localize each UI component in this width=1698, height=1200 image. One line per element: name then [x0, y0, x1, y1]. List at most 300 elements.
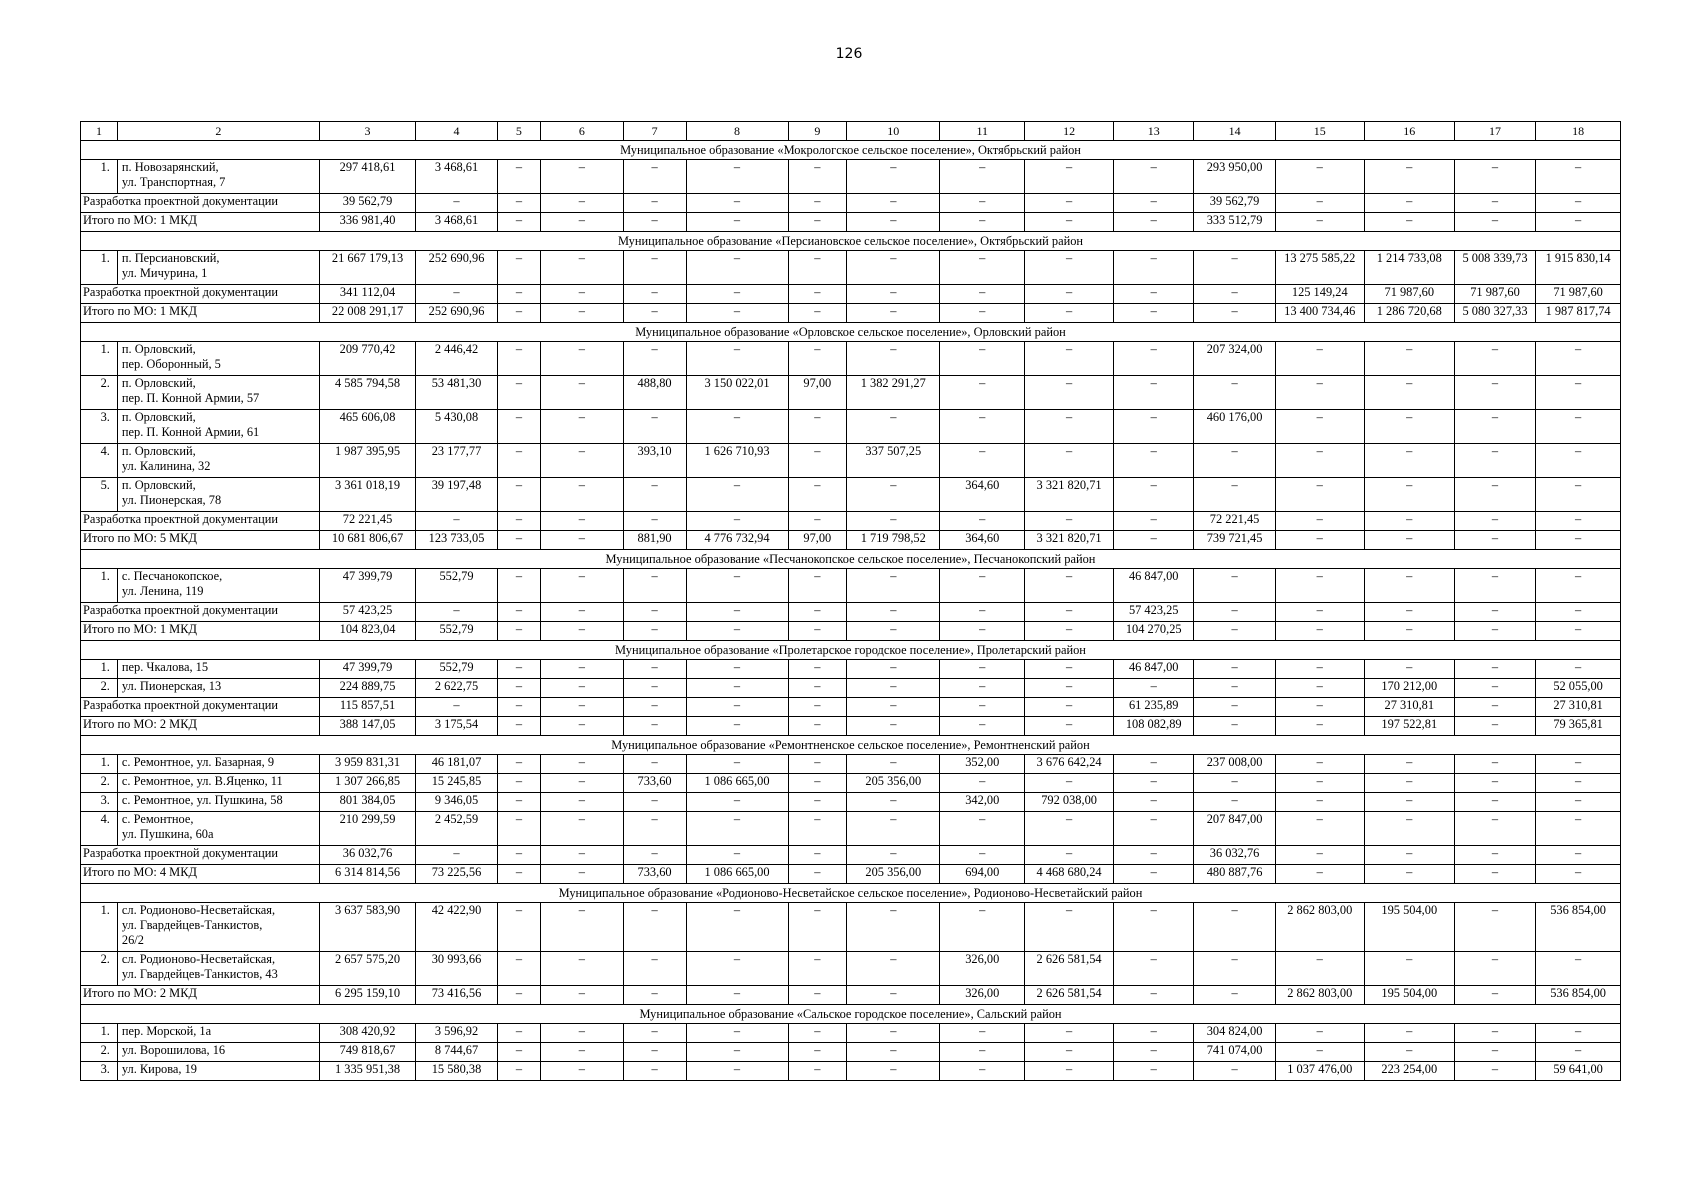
value-col-6: –: [541, 160, 623, 194]
value-col-4: 252 690,96: [416, 304, 497, 323]
value-col-17: –: [1454, 342, 1535, 376]
value-col-10: –: [847, 622, 940, 641]
summary-row: [81, 603, 1621, 622]
value-col-3: 210 299,59: [319, 812, 416, 846]
value-col-10: 1 719 798,52: [847, 531, 940, 550]
value-col-18: –: [1536, 531, 1621, 550]
value-col-6: –: [541, 251, 623, 285]
value-col-8: –: [686, 1043, 788, 1062]
value-col-18: –: [1536, 444, 1621, 478]
section-title: Муниципальное образование «Сальское городское поселение», Сальский район: [81, 1005, 1621, 1024]
value-col-3: 749 818,67: [319, 1043, 416, 1062]
value-col-8: 3 150 022,01: [686, 376, 788, 410]
value-col-10: –: [847, 160, 940, 194]
value-col-5: –: [497, 679, 540, 698]
value-col-10: –: [847, 986, 940, 1005]
value-col-9: 97,00: [788, 531, 847, 550]
section-title: Муниципальное образование «Песчанокопское сельское поселение», Песчанокопский район: [81, 550, 1621, 569]
value-col-17: –: [1454, 717, 1535, 736]
value-col-7: –: [623, 952, 686, 986]
value-col-6: –: [541, 622, 623, 641]
value-col-13: 108 082,89: [1114, 717, 1194, 736]
value-col-17: –: [1454, 865, 1535, 884]
value-col-5: –: [497, 603, 540, 622]
value-col-3: 224 889,75: [319, 679, 416, 698]
value-col-12: –: [1025, 304, 1114, 323]
value-col-18: –: [1536, 569, 1621, 603]
address-line: с. Песчанокопское,: [121, 569, 223, 583]
address-line: ул. Транспортная, 7: [121, 175, 226, 189]
table-row: [81, 1024, 1621, 1043]
value-col-9: –: [788, 1024, 847, 1043]
value-col-9: –: [788, 793, 847, 812]
section-title: Муниципальное образование «Родионово-Несветайское сельское поселение», Родионово-Несветайский район: [81, 884, 1621, 903]
value-col-4: 3 468,61: [416, 160, 497, 194]
value-col-5: –: [497, 846, 540, 865]
value-col-10: –: [847, 1043, 940, 1062]
value-col-11: –: [940, 410, 1025, 444]
value-col-8: –: [686, 304, 788, 323]
value-col-6: –: [541, 755, 623, 774]
value-col-8: –: [686, 622, 788, 641]
value-col-5: –: [497, 569, 540, 603]
row-label: Разработка проектной документации: [81, 194, 320, 213]
value-col-14: –: [1194, 774, 1275, 793]
value-col-9: –: [788, 986, 847, 1005]
value-col-4: 552,79: [416, 622, 497, 641]
value-col-10: –: [847, 251, 940, 285]
row-number: 1.: [81, 160, 118, 194]
value-col-6: –: [541, 531, 623, 550]
value-col-4: –: [416, 285, 497, 304]
section-row: [81, 232, 1621, 251]
value-col-8: –: [686, 512, 788, 531]
row-label: Итого по МО: 1 МКД: [81, 622, 320, 641]
table-row: [81, 1062, 1621, 1081]
value-col-13: –: [1114, 444, 1194, 478]
value-col-7: –: [623, 1043, 686, 1062]
value-col-8: 1 086 665,00: [686, 774, 788, 793]
summary-row: [81, 717, 1621, 736]
value-col-4: 5 430,08: [416, 410, 497, 444]
value-col-10: –: [847, 569, 940, 603]
value-col-16: –: [1364, 660, 1454, 679]
value-col-13: –: [1114, 865, 1194, 884]
address-cell: [117, 569, 319, 603]
section-row: [81, 1005, 1621, 1024]
table-row: [81, 774, 1621, 793]
address-line: сл. Родионово-Несветайская,: [121, 903, 276, 917]
address-cell: [117, 444, 319, 478]
section-row: [81, 550, 1621, 569]
value-col-13: –: [1114, 903, 1194, 952]
address-line: ул. Пионерская, 78: [121, 493, 222, 507]
value-col-15: –: [1275, 444, 1364, 478]
value-col-3: 465 606,08: [319, 410, 416, 444]
value-col-8: –: [686, 194, 788, 213]
value-col-9: –: [788, 478, 847, 512]
value-col-17: 5 008 339,73: [1454, 251, 1535, 285]
value-col-3: 1 987 395,95: [319, 444, 416, 478]
address-line: ул. Пионерская, 13: [121, 679, 222, 693]
value-col-12: 2 626 581,54: [1025, 952, 1114, 986]
value-col-9: –: [788, 512, 847, 531]
value-col-14: –: [1194, 478, 1275, 512]
value-col-13: 46 847,00: [1114, 660, 1194, 679]
address-line: ул. Гвардейцев-Танкистов, 43: [121, 967, 278, 981]
value-col-14: 293 950,00: [1194, 160, 1275, 194]
row-number: 5.: [81, 478, 118, 512]
value-col-10: –: [847, 512, 940, 531]
value-col-14: 741 074,00: [1194, 1043, 1275, 1062]
value-col-10: –: [847, 717, 940, 736]
value-col-3: 336 981,40: [319, 213, 416, 232]
value-col-8: –: [686, 903, 788, 952]
value-col-6: –: [541, 774, 623, 793]
table-row: [81, 410, 1621, 444]
value-col-6: –: [541, 342, 623, 376]
value-col-12: –: [1025, 285, 1114, 304]
table-row: [81, 755, 1621, 774]
value-col-18: –: [1536, 846, 1621, 865]
value-col-3: 36 032,76: [319, 846, 416, 865]
value-col-18: –: [1536, 512, 1621, 531]
value-col-11: –: [940, 512, 1025, 531]
value-col-18: 27 310,81: [1536, 698, 1621, 717]
address-line: пер. Оборонный, 5: [121, 357, 221, 371]
summary-row: [81, 846, 1621, 865]
column-header-8: 8: [686, 122, 788, 141]
value-col-7: –: [623, 304, 686, 323]
address-line: п. Персиановский,: [121, 251, 220, 265]
value-col-16: 27 310,81: [1364, 698, 1454, 717]
value-col-7: –: [623, 903, 686, 952]
value-col-4: 15 580,38: [416, 1062, 497, 1081]
value-col-17: –: [1454, 774, 1535, 793]
row-number: 3.: [81, 1062, 118, 1081]
value-col-13: –: [1114, 342, 1194, 376]
value-col-17: –: [1454, 679, 1535, 698]
value-col-11: –: [940, 679, 1025, 698]
value-col-9: –: [788, 251, 847, 285]
row-number: 2.: [81, 1043, 118, 1062]
summary-row: [81, 194, 1621, 213]
value-col-4: 53 481,30: [416, 376, 497, 410]
value-col-10: –: [847, 679, 940, 698]
value-col-5: –: [497, 478, 540, 512]
address-line: п. Новозарянский,: [121, 160, 219, 174]
page-number: 126: [835, 46, 863, 62]
value-col-3: 3 637 583,90: [319, 903, 416, 952]
value-col-7: –: [623, 717, 686, 736]
value-col-12: 3 321 820,71: [1025, 531, 1114, 550]
value-col-4: 9 346,05: [416, 793, 497, 812]
value-col-15: –: [1275, 376, 1364, 410]
value-col-16: –: [1364, 774, 1454, 793]
value-col-15: –: [1275, 603, 1364, 622]
row-label: Итого по МО: 2 МКД: [81, 986, 320, 1005]
table-row: [81, 444, 1621, 478]
value-col-9: –: [788, 194, 847, 213]
value-col-15: –: [1275, 342, 1364, 376]
value-col-14: –: [1194, 793, 1275, 812]
value-col-5: –: [497, 865, 540, 884]
value-col-4: 8 744,67: [416, 1043, 497, 1062]
value-col-14: 333 512,79: [1194, 213, 1275, 232]
value-col-9: –: [788, 660, 847, 679]
value-col-7: –: [623, 603, 686, 622]
value-col-3: 297 418,61: [319, 160, 416, 194]
value-col-10: –: [847, 812, 940, 846]
column-header-10: 10: [847, 122, 940, 141]
value-col-5: –: [497, 793, 540, 812]
value-col-11: –: [940, 444, 1025, 478]
value-col-15: –: [1275, 952, 1364, 986]
value-col-9: –: [788, 952, 847, 986]
value-col-12: –: [1025, 1043, 1114, 1062]
value-col-7: –: [623, 812, 686, 846]
value-col-18: 52 055,00: [1536, 679, 1621, 698]
data-table: [80, 121, 1621, 1081]
table-row: [81, 569, 1621, 603]
column-header-4: 4: [416, 122, 497, 141]
value-col-3: 209 770,42: [319, 342, 416, 376]
column-header-13: 13: [1114, 122, 1194, 141]
value-col-4: 2 622,75: [416, 679, 497, 698]
value-col-18: 1 915 830,14: [1536, 251, 1621, 285]
value-col-12: –: [1025, 846, 1114, 865]
value-col-11: –: [940, 569, 1025, 603]
value-col-18: –: [1536, 410, 1621, 444]
value-col-14: –: [1194, 569, 1275, 603]
value-col-6: –: [541, 865, 623, 884]
address-cell: [117, 342, 319, 376]
value-col-9: –: [788, 444, 847, 478]
value-col-10: 205 356,00: [847, 865, 940, 884]
value-col-15: –: [1275, 793, 1364, 812]
value-col-5: –: [497, 376, 540, 410]
value-col-15: –: [1275, 213, 1364, 232]
section-row: [81, 736, 1621, 755]
value-col-14: –: [1194, 376, 1275, 410]
address-cell: [117, 1024, 319, 1043]
value-col-14: –: [1194, 285, 1275, 304]
value-col-14: –: [1194, 717, 1275, 736]
value-col-3: 6 295 159,10: [319, 986, 416, 1005]
value-col-7: –: [623, 1024, 686, 1043]
value-col-6: –: [541, 846, 623, 865]
address-cell: [117, 410, 319, 444]
row-label: Итого по МО: 4 МКД: [81, 865, 320, 884]
value-col-10: –: [847, 478, 940, 512]
row-label: Разработка проектной документации: [81, 512, 320, 531]
value-col-3: 4 585 794,58: [319, 376, 416, 410]
value-col-5: –: [497, 1043, 540, 1062]
value-col-14: –: [1194, 304, 1275, 323]
value-col-18: –: [1536, 774, 1621, 793]
address-line: пер. Чкалова, 15: [121, 660, 209, 674]
row-number: 1.: [81, 755, 118, 774]
value-col-16: –: [1364, 512, 1454, 531]
value-col-4: –: [416, 512, 497, 531]
value-col-12: –: [1025, 774, 1114, 793]
value-col-17: –: [1454, 755, 1535, 774]
value-col-9: –: [788, 410, 847, 444]
value-col-3: 341 112,04: [319, 285, 416, 304]
value-col-10: –: [847, 952, 940, 986]
value-col-12: –: [1025, 194, 1114, 213]
value-col-13: 57 423,25: [1114, 603, 1194, 622]
value-col-5: –: [497, 986, 540, 1005]
value-col-3: 1 307 266,85: [319, 774, 416, 793]
value-col-15: –: [1275, 194, 1364, 213]
value-col-9: –: [788, 698, 847, 717]
value-col-11: –: [940, 304, 1025, 323]
address-line: 26/2: [121, 933, 144, 947]
value-col-8: –: [686, 569, 788, 603]
value-col-9: –: [788, 679, 847, 698]
value-col-7: –: [623, 251, 686, 285]
value-col-3: 47 399,79: [319, 569, 416, 603]
value-col-7: –: [623, 160, 686, 194]
value-col-10: –: [847, 304, 940, 323]
value-col-11: –: [940, 213, 1025, 232]
value-col-6: –: [541, 376, 623, 410]
value-col-11: –: [940, 376, 1025, 410]
value-col-13: –: [1114, 376, 1194, 410]
value-col-6: –: [541, 812, 623, 846]
value-col-14: –: [1194, 903, 1275, 952]
value-col-16: –: [1364, 846, 1454, 865]
address-cell: [117, 1043, 319, 1062]
value-col-13: –: [1114, 194, 1194, 213]
value-col-9: –: [788, 755, 847, 774]
value-col-10: –: [847, 755, 940, 774]
value-col-13: –: [1114, 285, 1194, 304]
value-col-15: 2 862 803,00: [1275, 903, 1364, 952]
value-col-3: 22 008 291,17: [319, 304, 416, 323]
address-line: ул. Мичурина, 1: [121, 266, 208, 280]
column-header-9: 9: [788, 122, 847, 141]
value-col-7: –: [623, 622, 686, 641]
value-col-4: 2 446,42: [416, 342, 497, 376]
value-col-13: –: [1114, 774, 1194, 793]
value-col-17: –: [1454, 603, 1535, 622]
value-col-17: –: [1454, 531, 1535, 550]
value-col-12: –: [1025, 812, 1114, 846]
value-col-9: –: [788, 304, 847, 323]
value-col-6: –: [541, 213, 623, 232]
value-col-18: –: [1536, 194, 1621, 213]
value-col-12: –: [1025, 213, 1114, 232]
value-col-3: 801 384,05: [319, 793, 416, 812]
value-col-9: –: [788, 1043, 847, 1062]
section-row: [81, 641, 1621, 660]
value-col-12: –: [1025, 717, 1114, 736]
value-col-7: –: [623, 194, 686, 213]
value-col-16: 195 504,00: [1364, 903, 1454, 952]
value-col-17: –: [1454, 903, 1535, 952]
value-col-3: 21 667 179,13: [319, 251, 416, 285]
value-col-13: –: [1114, 410, 1194, 444]
value-col-14: –: [1194, 444, 1275, 478]
value-col-14: 460 176,00: [1194, 410, 1275, 444]
value-col-4: 46 181,07: [416, 755, 497, 774]
section-title: Муниципальное образование «Пролетарское городское поселение», Пролетарский район: [81, 641, 1621, 660]
value-col-10: –: [847, 698, 940, 717]
value-col-7: –: [623, 1062, 686, 1081]
value-col-6: –: [541, 304, 623, 323]
value-col-6: –: [541, 986, 623, 1005]
section-title: Муниципальное образование «Орловское сельское поселение», Орловский район: [81, 323, 1621, 342]
value-col-17: –: [1454, 160, 1535, 194]
address-line: с. Ремонтное, ул. Базарная, 9: [121, 755, 275, 769]
value-col-15: –: [1275, 679, 1364, 698]
row-label: Разработка проектной документации: [81, 846, 320, 865]
summary-row: [81, 285, 1621, 304]
row-number: 1.: [81, 251, 118, 285]
address-line: п. Орловский,: [121, 342, 196, 356]
value-col-16: 170 212,00: [1364, 679, 1454, 698]
address-line: п. Орловский,: [121, 410, 196, 424]
value-col-12: –: [1025, 603, 1114, 622]
value-col-6: –: [541, 444, 623, 478]
table-row: [81, 160, 1621, 194]
value-col-18: 79 365,81: [1536, 717, 1621, 736]
value-col-4: 552,79: [416, 569, 497, 603]
value-col-7: –: [623, 755, 686, 774]
address-line: п. Орловский,: [121, 444, 196, 458]
row-number: 2.: [81, 679, 118, 698]
value-col-15: –: [1275, 622, 1364, 641]
value-col-18: –: [1536, 755, 1621, 774]
row-label: Разработка проектной документации: [81, 285, 320, 304]
address-cell: [117, 376, 319, 410]
column-header-15: 15: [1275, 122, 1364, 141]
value-col-11: –: [940, 622, 1025, 641]
value-col-16: –: [1364, 603, 1454, 622]
value-col-6: –: [541, 698, 623, 717]
address-cell: [117, 679, 319, 698]
value-col-17: –: [1454, 660, 1535, 679]
value-col-12: 792 038,00: [1025, 793, 1114, 812]
value-col-14: 39 562,79: [1194, 194, 1275, 213]
value-col-14: 207 324,00: [1194, 342, 1275, 376]
value-col-3: 3 361 018,19: [319, 478, 416, 512]
value-col-6: –: [541, 1043, 623, 1062]
value-col-9: –: [788, 285, 847, 304]
value-col-17: –: [1454, 213, 1535, 232]
value-col-5: –: [497, 812, 540, 846]
value-col-17: –: [1454, 444, 1535, 478]
row-label: Разработка проектной документации: [81, 603, 320, 622]
value-col-18: 59 641,00: [1536, 1062, 1621, 1081]
value-col-4: 15 245,85: [416, 774, 497, 793]
value-col-17: –: [1454, 622, 1535, 641]
value-col-14: 207 847,00: [1194, 812, 1275, 846]
column-header-17: 17: [1454, 122, 1535, 141]
summary-row: [81, 622, 1621, 641]
header-row: [81, 122, 1621, 141]
value-col-7: 733,60: [623, 865, 686, 884]
address-line: с. Ремонтное, ул. В.Яценко, 11: [121, 774, 283, 788]
value-col-14: 72 221,45: [1194, 512, 1275, 531]
value-col-13: –: [1114, 846, 1194, 865]
address-cell: [117, 774, 319, 793]
value-col-4: 30 993,66: [416, 952, 497, 986]
value-col-12: –: [1025, 376, 1114, 410]
value-col-16: –: [1364, 410, 1454, 444]
